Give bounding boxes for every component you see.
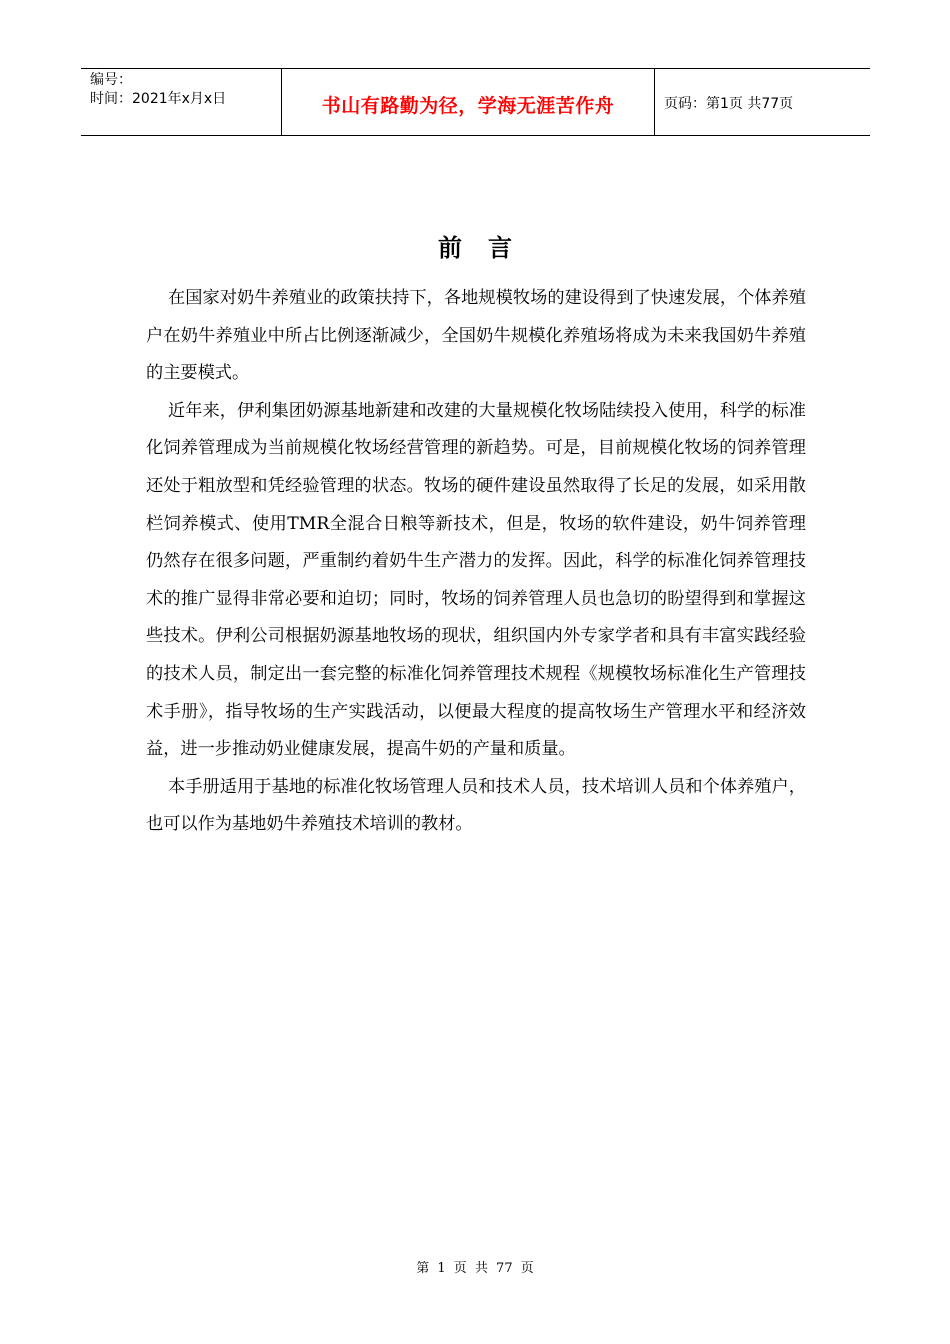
header-page-info-cell bbox=[655, 69, 870, 135]
paragraph: 本手册适用于基地的标准化牧场管理人员和技术人员，技术培训人员和个体养殖户，也可以作为基地奶牛养殖技术培训的教材。 bbox=[146, 776, 806, 835]
header-meta bbox=[81, 69, 281, 135]
header-motto-cell bbox=[281, 69, 655, 135]
document-date: 时间：2021年x月x日 bbox=[90, 91, 227, 107]
header-page-info: 页码：第1页 共77页 bbox=[664, 96, 794, 112]
page-header bbox=[81, 68, 870, 136]
document-body bbox=[146, 280, 806, 844]
page-footer: 第 1 页 共 77 页 bbox=[416, 1261, 534, 1276]
header-motto: 书山有路勤为径，学海无涯苦作舟 bbox=[321, 94, 615, 117]
paragraph: 近年来，伊利集团奶源基地新建和改建的大量规模化牧场陆续投入使用，科学的标准化饲养管理成为当前规模化牧场经营管理的新趋势。可是，目前规模化牧场的饲养管理还处于粗放型和凭经验管理的状态。牧场的硬件建设虽然取得了长足的发展，如采用散栏饲养模式、使用TMR全混合日粮等新技术，但是，牧场的软件建设，奶牛饲养管理仍然存在很多问题，严重制约着奶牛生产潜力的发挥。因此，科学的标准化饲养管理技术的推广显得非常必要和迫切；同时，牧场的饲养管理人员也急切的盼望得到和掌握这些技术。伊利公司根据奶源基地牧场的现状，组织国内外专家学者和具有丰富实践经验的技术人员，制定出一套完整的标准化饲养管理技术规程《规模牧场标准化生产管理技术手册》，指导牧场的生产实践活动，以便最大程度的提高牧场生产管理水平和经济效益，进一步推动奶业健康发展，提高牛奶的产量和质量。 bbox=[146, 400, 806, 760]
document-number-label: 编号： bbox=[90, 72, 132, 88]
paragraph: 在国家对奶牛养殖业的政策扶持下，各地规模牧场的建设得到了快速发展，个体养殖户在奶牛养殖业中所占比例逐渐减少，全国奶牛规模化养殖场将成为未来我国奶牛养殖的主要模式。 bbox=[146, 288, 806, 384]
document-title: 前言 bbox=[438, 233, 538, 262]
